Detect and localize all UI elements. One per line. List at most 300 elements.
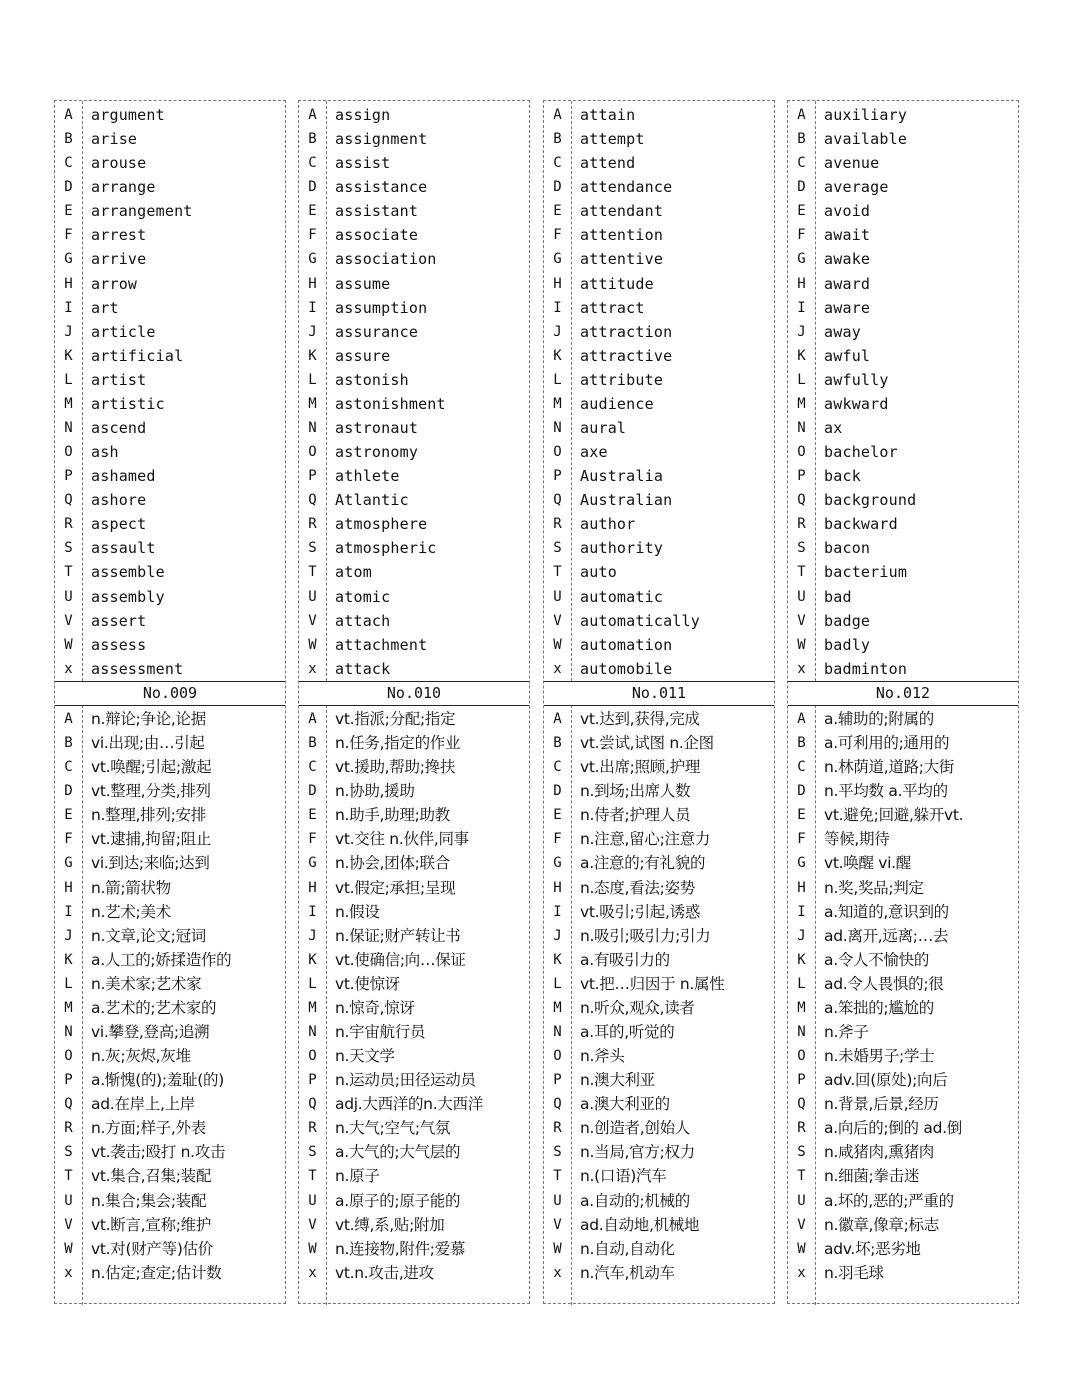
word-text: attraction xyxy=(580,322,673,341)
definition-row xyxy=(788,900,1018,924)
row-letter: E xyxy=(308,203,317,220)
definition-row xyxy=(299,1164,529,1188)
definition-text: n.协助,援助 xyxy=(335,782,415,801)
word-text: attach xyxy=(335,611,391,630)
word-text: artificial xyxy=(91,346,184,365)
definition-row xyxy=(299,972,529,996)
word-text: back xyxy=(824,467,861,486)
row-letter: H xyxy=(64,275,73,292)
definition-row xyxy=(544,876,774,900)
row-letter: x xyxy=(797,660,806,677)
definition-text: n.大气;空气;气氛 xyxy=(335,1119,451,1138)
row-letter: R xyxy=(308,516,317,533)
definition-row xyxy=(788,1261,1018,1285)
row-letter: W xyxy=(797,1240,806,1257)
word-row xyxy=(544,103,774,127)
row-letter: D xyxy=(553,783,562,800)
word-row xyxy=(299,464,529,488)
definition-row xyxy=(299,996,529,1020)
word-row xyxy=(544,657,774,681)
definition-text: ad.离开,远离;…去 xyxy=(824,926,949,945)
row-letter: K xyxy=(797,347,806,364)
row-letter: C xyxy=(553,155,562,172)
word-row xyxy=(544,392,774,416)
definition-row xyxy=(299,827,529,851)
word-row xyxy=(55,344,285,368)
row-letter: R xyxy=(553,516,562,533)
word-row xyxy=(788,464,1018,488)
word-text: aware xyxy=(824,298,871,317)
definition-row xyxy=(55,948,285,972)
definition-text: vt.使确信;向…保证 xyxy=(335,950,466,969)
word-row xyxy=(544,296,774,320)
word-row xyxy=(299,512,529,536)
definition-text: n.咸猪肉,熏猪肉 xyxy=(824,1143,934,1162)
row-letter: P xyxy=(64,1072,73,1089)
row-letter: V xyxy=(64,1216,73,1233)
row-letter: B xyxy=(308,735,317,752)
definition-text: vt.出席;照顾,护理 xyxy=(580,758,701,777)
word-row xyxy=(788,609,1018,633)
row-letter: L xyxy=(553,371,562,388)
word-text: attention xyxy=(580,226,664,245)
definition-text: n.协会,团体;联合 xyxy=(335,854,450,873)
definition-row xyxy=(55,1237,285,1261)
definition-row xyxy=(55,803,285,827)
definition-row xyxy=(55,851,285,875)
word-row xyxy=(299,272,529,296)
row-letter: I xyxy=(308,903,317,920)
definition-text: a.笨拙的;尴尬的 xyxy=(824,998,934,1017)
definition-text: vt.达到,获得,完成 xyxy=(580,710,700,728)
definition-row xyxy=(299,900,529,924)
row-letter: V xyxy=(64,612,73,629)
section-divider xyxy=(55,705,285,706)
word-text: awfully xyxy=(824,370,889,389)
word-text: atomic xyxy=(335,587,391,606)
definition-text: a.可利用的;通用的 xyxy=(824,734,950,753)
definition-row xyxy=(55,1164,285,1188)
word-text: bad xyxy=(824,587,852,606)
row-letter: V xyxy=(308,1216,317,1233)
definition-row xyxy=(299,876,529,900)
word-text: arouse xyxy=(91,154,147,173)
row-letter: D xyxy=(797,179,806,196)
definition-row xyxy=(299,1092,529,1116)
card-number-label: No.009 xyxy=(142,684,198,702)
word-row xyxy=(299,440,529,464)
row-letter: x xyxy=(64,1264,73,1281)
word-text: astronaut xyxy=(335,419,419,438)
row-letter: S xyxy=(308,540,317,557)
row-letter: G xyxy=(797,855,806,872)
definition-text: vt.使惊讶 xyxy=(335,974,400,993)
word-text: arrange xyxy=(91,178,156,197)
word-text: Atlantic xyxy=(335,491,409,510)
definition-row xyxy=(544,1261,774,1285)
row-letter: K xyxy=(553,951,562,968)
definition-text: vt.指派;分配;指定 xyxy=(335,710,456,728)
word-row xyxy=(544,633,774,657)
definition-row xyxy=(544,755,774,779)
row-letter: L xyxy=(553,975,562,992)
definition-text: adj.大西洋的n.大西洋 xyxy=(335,1095,483,1114)
row-letter: S xyxy=(553,540,562,557)
word-row xyxy=(544,488,774,512)
word-list xyxy=(299,103,529,681)
definition-row xyxy=(544,1020,774,1044)
row-letter: S xyxy=(553,1144,562,1161)
definition-row xyxy=(788,996,1018,1020)
row-letter: K xyxy=(64,347,73,364)
definition-row xyxy=(788,1044,1018,1068)
definition-row xyxy=(788,851,1018,875)
row-letter: V xyxy=(797,1216,806,1233)
word-text: assist xyxy=(335,154,391,173)
word-text: attitude xyxy=(580,274,654,293)
word-row xyxy=(544,440,774,464)
row-letter: T xyxy=(308,1168,317,1185)
definition-row xyxy=(544,779,774,803)
row-letter: B xyxy=(553,735,562,752)
definition-row xyxy=(544,924,774,948)
word-text: assault xyxy=(91,539,156,558)
word-text: assemble xyxy=(91,563,165,582)
row-letter: T xyxy=(553,564,562,581)
row-letter: D xyxy=(308,179,317,196)
word-text: automatically xyxy=(580,611,700,630)
definition-row xyxy=(55,996,285,1020)
word-row xyxy=(544,272,774,296)
word-row xyxy=(544,151,774,175)
word-row xyxy=(788,296,1018,320)
row-letter: V xyxy=(308,612,317,629)
definition-text: ad.令人畏惧的;很 xyxy=(824,974,944,993)
word-list xyxy=(788,103,1018,681)
word-text: average xyxy=(824,178,889,197)
word-text: article xyxy=(91,322,156,341)
definition-text: n.到场;出席人数 xyxy=(580,782,691,801)
word-text: attempt xyxy=(580,130,645,149)
word-row xyxy=(788,103,1018,127)
word-row xyxy=(788,512,1018,536)
row-letter: J xyxy=(64,927,73,944)
row-letter: B xyxy=(308,131,317,148)
row-letter: G xyxy=(797,251,806,268)
row-letter: P xyxy=(797,1072,806,1089)
row-letter: Q xyxy=(553,492,562,509)
row-letter: W xyxy=(308,636,317,653)
definition-text: vt.对(财产等)估价 xyxy=(91,1239,213,1258)
word-text: auxiliary xyxy=(824,106,908,124)
definition-row xyxy=(788,1140,1018,1164)
word-row xyxy=(55,103,285,127)
row-letter: K xyxy=(308,951,317,968)
definition-row xyxy=(544,900,774,924)
word-row xyxy=(55,609,285,633)
word-row xyxy=(788,416,1018,440)
row-letter: x xyxy=(308,660,317,677)
definition-text: n.辩论;争论,论据 xyxy=(91,710,206,728)
row-letter: P xyxy=(308,468,317,485)
definition-row xyxy=(788,1237,1018,1261)
word-text: bacterium xyxy=(824,563,908,582)
word-text: attentive xyxy=(580,250,664,269)
word-text: athlete xyxy=(335,467,400,486)
word-text: arrest xyxy=(91,226,147,245)
row-letter: K xyxy=(308,347,317,364)
definition-row xyxy=(299,851,529,875)
row-letter: L xyxy=(797,975,806,992)
word-row xyxy=(55,127,285,151)
definition-text: n.徽章,像章;标志 xyxy=(824,1215,939,1234)
word-row xyxy=(55,585,285,609)
row-letter: B xyxy=(797,131,806,148)
word-text: author xyxy=(580,515,636,534)
definition-row xyxy=(55,1044,285,1068)
word-text: arrangement xyxy=(91,202,193,221)
row-letter: x xyxy=(553,1264,562,1281)
definition-row xyxy=(299,1044,529,1068)
row-letter: E xyxy=(553,807,562,824)
row-letter: Q xyxy=(797,1096,806,1113)
definition-row xyxy=(544,1237,774,1261)
definition-text: vt.避免;回避,躲开vt. xyxy=(824,806,964,825)
definition-row xyxy=(544,803,774,827)
row-letter: T xyxy=(64,564,73,581)
word-text: arise xyxy=(91,130,138,149)
definition-row xyxy=(55,1189,285,1213)
definition-text: n.态度,看法;姿势 xyxy=(580,878,695,897)
definition-list xyxy=(55,707,285,1285)
definition-text: a.澳大利亚的 xyxy=(580,1095,670,1114)
definition-row xyxy=(788,1068,1018,1092)
definition-text: a.向后的;倒的 ad.倒 xyxy=(824,1119,962,1138)
word-row xyxy=(788,344,1018,368)
definition-text: n.听众,观众,读者 xyxy=(580,998,695,1017)
row-letter: W xyxy=(64,1240,73,1257)
definition-text: n.保证;财产转让书 xyxy=(335,926,461,945)
word-row xyxy=(544,585,774,609)
row-letter: S xyxy=(797,540,806,557)
row-letter: R xyxy=(308,1120,317,1137)
word-text: automobile xyxy=(580,659,673,678)
word-text: art xyxy=(91,298,119,317)
word-text: astronomy xyxy=(335,443,419,462)
word-text: awkward xyxy=(824,394,889,413)
definition-text: n.原子 xyxy=(335,1167,380,1186)
row-letter: H xyxy=(797,879,806,896)
word-text: astonishment xyxy=(335,394,446,413)
row-letter: A xyxy=(64,711,73,727)
word-text: avenue xyxy=(824,154,880,173)
definition-row xyxy=(299,1237,529,1261)
row-letter: O xyxy=(308,444,317,461)
row-letter: W xyxy=(553,636,562,653)
row-letter: M xyxy=(797,999,806,1016)
definition-text: vt.吸引;引起,诱惑 xyxy=(580,902,701,921)
word-text: atmospheric xyxy=(335,539,437,558)
definition-text: vt.交往 n.伙伴,同事 xyxy=(335,830,469,849)
definition-row xyxy=(788,755,1018,779)
word-card-3 xyxy=(543,100,775,1304)
definition-row xyxy=(788,1116,1018,1140)
row-letter: Q xyxy=(308,492,317,509)
row-letter: F xyxy=(553,227,562,244)
word-text: attain xyxy=(580,106,636,124)
definition-text: ad.在岸上,上岸 xyxy=(91,1095,195,1114)
definition-row xyxy=(544,1092,774,1116)
definition-row xyxy=(55,876,285,900)
word-row xyxy=(299,247,529,271)
word-text: associate xyxy=(335,226,419,245)
definition-text: n.自动,自动化 xyxy=(580,1239,675,1258)
word-row xyxy=(788,633,1018,657)
definition-text: a.惭愧(的);羞耻(的) xyxy=(91,1071,224,1090)
word-text: association xyxy=(335,250,437,269)
word-text: ascend xyxy=(91,419,147,438)
word-row xyxy=(788,585,1018,609)
row-letter: J xyxy=(797,927,806,944)
word-row xyxy=(55,536,285,560)
row-letter: M xyxy=(64,395,73,412)
word-row xyxy=(544,127,774,151)
row-letter: I xyxy=(64,903,73,920)
row-letter: D xyxy=(64,783,73,800)
row-letter: O xyxy=(553,1048,562,1065)
definition-row xyxy=(788,972,1018,996)
word-row xyxy=(299,633,529,657)
definition-row xyxy=(544,827,774,851)
definition-text: adv.回(原处);向后 xyxy=(824,1071,948,1090)
word-row xyxy=(299,536,529,560)
definition-row xyxy=(788,731,1018,755)
row-letter: O xyxy=(64,444,73,461)
row-letter: M xyxy=(64,999,73,1016)
definition-list xyxy=(299,707,529,1285)
row-letter: L xyxy=(308,371,317,388)
row-letter: G xyxy=(308,251,317,268)
definition-row xyxy=(55,1261,285,1285)
definition-row xyxy=(299,1189,529,1213)
row-letter: G xyxy=(308,855,317,872)
definition-text: vi.到达;来临;达到 xyxy=(91,854,210,873)
word-text: attendance xyxy=(580,178,673,197)
word-text: attract xyxy=(580,298,645,317)
definition-row xyxy=(788,827,1018,851)
row-letter: H xyxy=(308,275,317,292)
word-row xyxy=(55,657,285,681)
word-row xyxy=(788,127,1018,151)
definition-row xyxy=(544,1068,774,1092)
definition-row xyxy=(544,1189,774,1213)
word-row xyxy=(788,392,1018,416)
definition-text: n.灰;灰烬,灰堆 xyxy=(91,1047,191,1066)
word-text: assume xyxy=(335,274,391,293)
definition-text: n.连接物,附件;爱慕 xyxy=(335,1239,466,1258)
definition-row xyxy=(544,1116,774,1140)
definition-text: vt.袭击;殴打 n.攻击 xyxy=(91,1143,226,1162)
word-text: artist xyxy=(91,370,147,389)
word-text: attend xyxy=(580,154,636,173)
word-text: assignment xyxy=(335,130,428,149)
definition-text: vt.n.攻击,进攻 xyxy=(335,1263,434,1282)
word-row xyxy=(544,536,774,560)
row-letter: Q xyxy=(64,1096,73,1113)
word-text: away xyxy=(824,322,861,341)
row-letter: H xyxy=(797,275,806,292)
row-letter: J xyxy=(64,323,73,340)
word-row xyxy=(55,440,285,464)
row-letter: D xyxy=(553,179,562,196)
row-letter: T xyxy=(553,1168,562,1185)
row-letter: U xyxy=(64,1192,73,1209)
word-text: ashamed xyxy=(91,467,156,486)
row-letter: A xyxy=(797,711,806,727)
word-row xyxy=(544,199,774,223)
word-row xyxy=(55,223,285,247)
definition-text: vt.援助,帮助;搀扶 xyxy=(335,758,456,777)
definition-row xyxy=(788,779,1018,803)
word-row xyxy=(299,560,529,584)
row-letter: U xyxy=(308,588,317,605)
word-text: audience xyxy=(580,394,654,413)
word-row xyxy=(55,392,285,416)
row-letter: T xyxy=(64,1168,73,1185)
definition-text: n.文章,论文;冠词 xyxy=(91,926,206,945)
row-letter: O xyxy=(553,444,562,461)
row-letter: A xyxy=(308,107,317,123)
definition-text: n.天文学 xyxy=(335,1047,395,1066)
word-row xyxy=(788,151,1018,175)
row-letter: R xyxy=(797,1120,806,1137)
definition-text: n.惊奇,惊讶 xyxy=(335,998,415,1017)
row-letter: L xyxy=(64,975,73,992)
row-letter: K xyxy=(553,347,562,364)
word-text: arrive xyxy=(91,250,147,269)
row-letter: Q xyxy=(64,492,73,509)
word-text: assessment xyxy=(91,659,184,678)
row-letter: C xyxy=(64,759,73,776)
definition-text: vt.尝试,试图 n.企图 xyxy=(580,734,714,753)
definition-row xyxy=(299,1261,529,1285)
word-row xyxy=(299,488,529,512)
word-text: arrow xyxy=(91,274,138,293)
word-row xyxy=(299,392,529,416)
row-letter: I xyxy=(553,903,562,920)
definition-text: a.自动的;机械的 xyxy=(580,1191,690,1210)
row-letter: E xyxy=(553,203,562,220)
definition-text: a.坏的,恶的;严重的 xyxy=(824,1191,954,1210)
word-text: assistant xyxy=(335,202,419,221)
definition-row xyxy=(55,1140,285,1164)
word-text: aural xyxy=(580,419,627,438)
definition-row xyxy=(788,1189,1018,1213)
word-row xyxy=(299,320,529,344)
definition-row xyxy=(544,731,774,755)
definition-row xyxy=(544,1044,774,1068)
word-row xyxy=(544,223,774,247)
definition-row xyxy=(544,996,774,1020)
word-row xyxy=(55,464,285,488)
row-letter: U xyxy=(308,1192,317,1209)
word-text: attendant xyxy=(580,202,664,221)
word-text: assumption xyxy=(335,298,428,317)
row-letter: D xyxy=(308,783,317,800)
word-row xyxy=(544,416,774,440)
definition-text: a.大气的;大气层的 xyxy=(335,1143,461,1162)
word-text: avoid xyxy=(824,202,871,221)
